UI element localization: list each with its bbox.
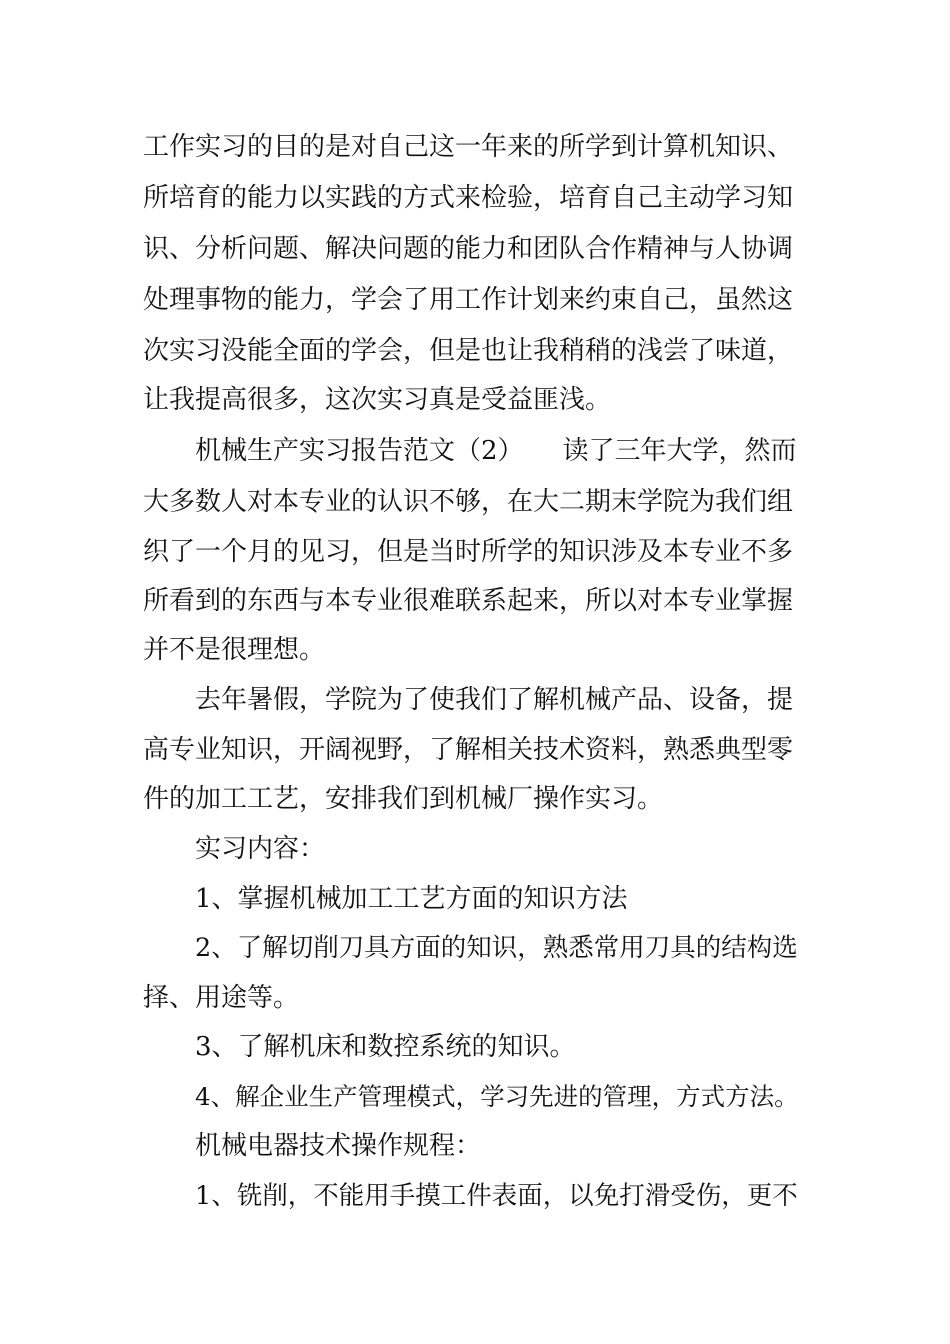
text-line: 处理事物的能力，学会了用工作计划来约束自己，虽然这 — [143, 285, 794, 315]
text-line: 1、掌握机械加工工艺方面的知识方法 — [195, 884, 628, 914]
text-line: 织了一个月的见习，但是当时所学的知识涉及本专业不多 — [143, 537, 794, 567]
text-line: 次实习没能全面的学会，但是也让我稍稍的浅尝了味道， — [143, 336, 794, 366]
text-line: 让我提高很多，这次实习真是受益匪浅。 — [143, 385, 612, 415]
text-line: 件的加工工艺，安排我们到机械厂操作实习。 — [143, 784, 664, 814]
text-line: 识、分析问题、解决问题的能力和团队合作精神与人协调 — [143, 234, 794, 264]
text-line: 并不是很理想。 — [143, 635, 326, 665]
text-line: 所培育的能力以实践的方式来检验，培育自己主动学习知 — [143, 183, 794, 213]
text-line: 高专业知识，开阔视野，了解相关技术资料，熟悉典型零 — [143, 735, 794, 765]
text-line: 机械电器技术操作规程： — [195, 1131, 482, 1161]
text-line: 2、了解切削刀具方面的知识，熟悉常用刀具的结构选 — [195, 933, 798, 963]
text-line: 去年暑假，学院为了使我们了解机械产品、设备，提 — [195, 685, 794, 715]
text-line: 3、了解机床和数控系统的知识。 — [195, 1032, 576, 1062]
text-line: 1、铣削，不能用手摸工件表面，以免打滑受伤，更不 — [195, 1181, 798, 1211]
text-line: 机械生产实习报告范文（2） 读了三年大学，然而 — [195, 436, 797, 466]
text-line: 工作实习的目的是对自己这一年来的所学到计算机知识、 — [143, 132, 794, 162]
text-line: 择、用途等。 — [143, 983, 300, 1013]
text-line: 实习内容： — [195, 834, 326, 864]
text-line: 4、解企业生产管理模式，学习先进的管理，方式方法。 — [195, 1082, 799, 1111]
text-line: 大多数人对本专业的认识不够，在大二期末学院为我们组 — [143, 487, 794, 517]
text-line: 所看到的东西与本专业很难联系起来，所以对本专业掌握 — [143, 586, 794, 616]
